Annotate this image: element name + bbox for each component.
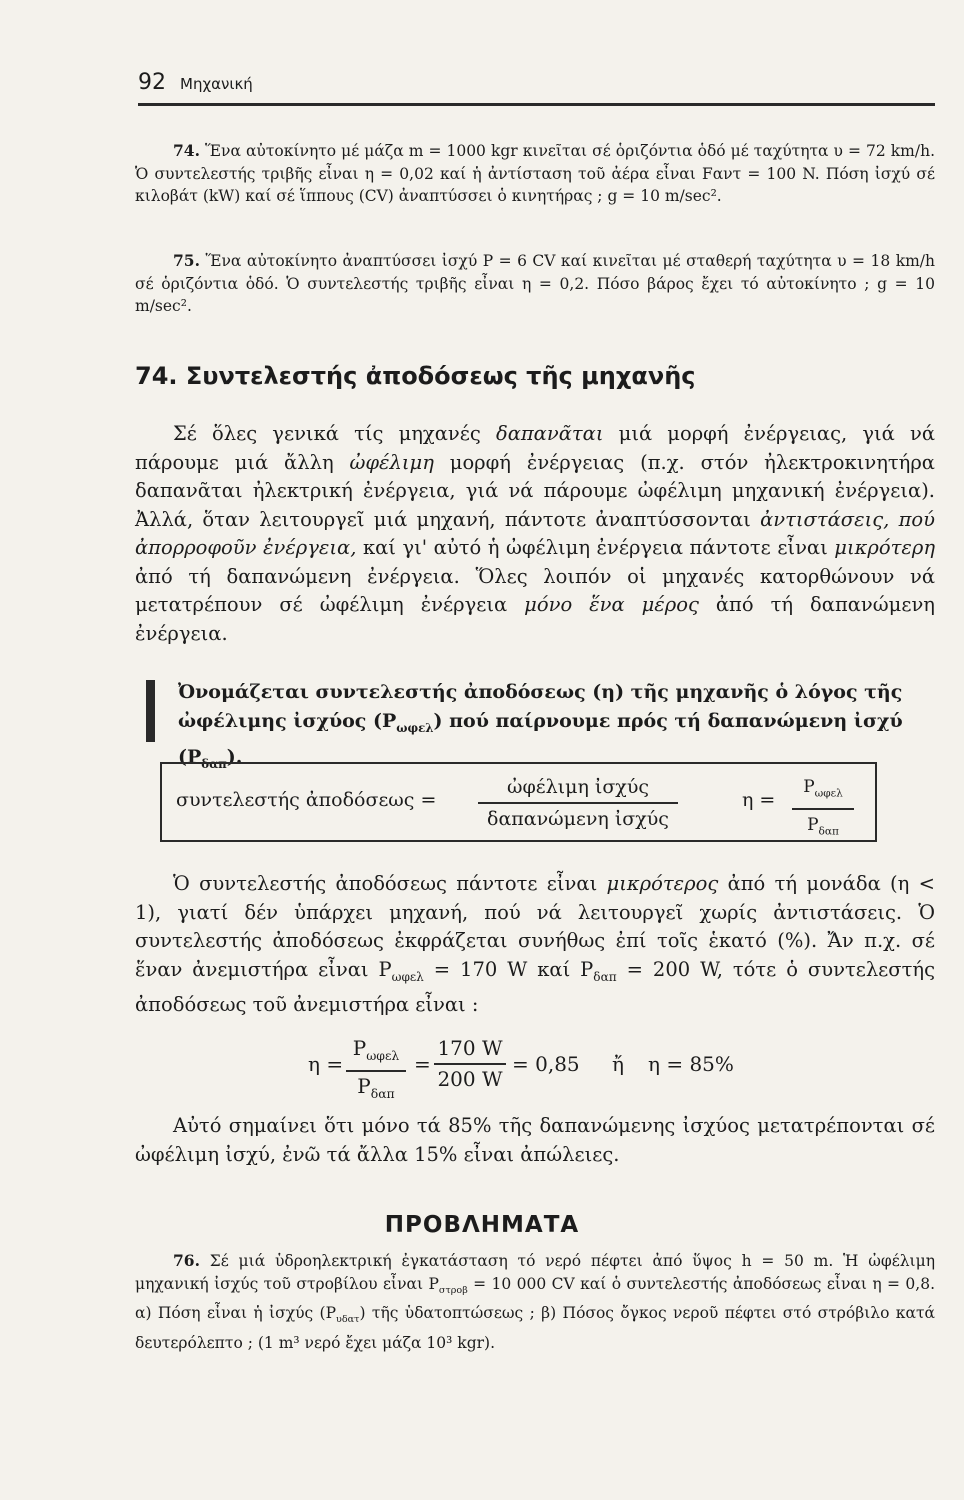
page-header xyxy=(138,70,253,95)
example-symbol-fraction: $P_{\omega\varphi\varepsilon\lambda}$ $P_{\delta\alpha\pi}$ xyxy=(346,1035,406,1107)
page-number: 92 xyxy=(138,70,166,95)
formula-numerator: ὠφέλιμη ἰσχύς xyxy=(506,776,650,798)
exercise-74-number: 74. xyxy=(173,141,200,160)
example-value-fraction: 170 W 200 W xyxy=(434,1035,506,1093)
definition: Ὀνομάζεται συντελεστής ἀποδόσεως (η) τῆς μηχανῆς ὁ λόγος τῆς ὠφέλιμης ἰσχύος $(P_{\omega\varphi\varepsilon\lambda})$ πού παίρνουμε πρός τή δαπανώμενη ἰσχύ $(P_{\delta\alpha\pi})$. xyxy=(178,681,903,771)
fraction-bar xyxy=(792,808,854,810)
example-equation xyxy=(308,1035,778,1101)
exercise-75-text: Ἕνα αὐτοκίνητο ἀναπτύσσει ἰσχύ P = 6 CV καί κινεῖται μέ σταθερή ταχύτητα υ = 18 km/h σέ ὁριζόντια ὁδό. Ὁ συντελεστής τριβῆς εἶναι η = 0,2. Πόσο βάρος ἔχει τό αὐτοκίνητο ; g = 10 m/sec². xyxy=(135,252,936,315)
problem-76: 76. Σέ μιά ὑδροηλεκτρική ἐγκατάσταση τό νερό πέφτει ἀπό ὕψος h = 50 m. Ἡ ὠφέλιμη μηχανική ἰσχύς τοῦ στροβίλου εἶναι $P_{\sigma\tau\rho o\beta} = 10$ 000 CV καί ὁ συντελεστής ἀποδόσεως εἶναι η = 0,8. α) Πόση εἶναι ἡ ἰσχύς $(P_{\upsilon\delta\alpha\tau})$ τῆς ὑδατοπτώσεως ; β) Πόσος ὄγκος νεροῦ πέφτει στό στρόβιλο κατά δευτερόλεπτο ; (1 m³ νερό ἔχει μάζα 10³ kgr). xyxy=(135,1251,936,1352)
example-result: = 0,85 xyxy=(512,1052,580,1076)
formula-lhs: συντελεστής ἀποδόσεως = xyxy=(176,789,437,811)
example-percent: η = 85% xyxy=(648,1052,734,1076)
fraction-bar xyxy=(478,802,678,804)
problems-title: ΠΡΟΒΛΗΜΑΤΑ xyxy=(384,1212,580,1238)
formula-fraction-words xyxy=(478,774,678,832)
exercise-75 xyxy=(135,250,935,318)
formula-denominator: δαπανώμενη ἰσχύς xyxy=(487,808,669,830)
exercise-74-text: Ἕνα αὐτοκίνητο μέ μάζα m = 1000 kgr κινεῖται σέ ὁριζόντια ὁδό μέ ταχύτητα υ = 72 km/h. Ὁ συντελεστής τριβῆς εἶναι η = 0,02 καί ἡ ἀντίσταση τοῦ ἀέρα εἶναι Fαντ = 100 N. Πόση ἰσχύ σέ κιλοβάτ (kW) καί σέ ἵππους (CV) ἀναπτύσσει ὁ κινητήρας ; g = 10 m/sec². xyxy=(135,142,935,205)
section-paragraph-2: Ὁ συντελεστής ἀποδόσεως πάντοτε εἶναι μικρότερος ἀπό τή μονάδα (η < 1), γιατί δέν ὑπάρχει μηχανή, πού νά λειτουργεῖ χωρίς ἀντιστάσεις. Ὁ συντελεστής ἀποδόσεως ἐκφράζεται συνήθως ἐπί τοῖς ἑκατό (%). Ἄν π.χ. σέ ἕναν ἀνεμιστήρα εἶναι $P_{\omega\varphi\varepsilon\lambda} = 170$ W καί $P_{\delta\alpha\pi} = 200$ W, τότε ὁ συντελεστής ἀποδόσεως τοῦ ἀνεμιστήρα εἶναι : xyxy=(135,872,935,1016)
example-equals: = xyxy=(414,1052,431,1076)
example-or: ἤ xyxy=(612,1052,624,1076)
section-paragraph-1: Σέ ὅλες γενικά τίς μηχανές δαπανᾶται μιά μορφή ἐνέργειας, γιά νά πάρουμε μιά ἄλλη ὠφέλιμη μορφή ἐνέργειας (π.χ. στόν ἠλεκτροκινητήρα δαπανᾶται ἠλεκτρική ἐνέργεια, γιά νά πάρουμε ὠφέλιμη μηχανική ἐνέργεια). Ἀλλά, ὅταν λειτουργεῖ μιά μηχανή, πάντοτε ἀναπτύσσονται ἀντιστάσεις, πού ἀπορροφοῦν ἐνέργεια, καί γι' αὐτό ἡ ὠφέλιμη ἐνέργεια πάντοτε εἶναι μικρότερη ἀπό τή δαπανώμενη ἐνέργεια. Ὅλες λοιπόν οἱ μηχανές κατορθώνουν νά μετατρέπουν σέ ὠφέλιμη ἐνέργεια μόνο ἕνα μέρος ἀπό τή δαπανώμενη ἐνέργεια. xyxy=(135,422,936,645)
example-eta: η = xyxy=(308,1052,344,1076)
running-head: Μηχανική xyxy=(180,75,253,93)
exercise-75-number: 75. xyxy=(173,251,200,270)
definition-marker-bar xyxy=(146,680,155,742)
fraction-bar xyxy=(434,1063,506,1065)
formula-fraction-symbols: $P_{\omega\varphi\varepsilon\lambda}$ $P_{\delta\alpha\pi}$ xyxy=(792,774,854,845)
formula-eta: η = xyxy=(742,789,776,811)
formula-box xyxy=(160,762,877,842)
problem-76-number: 76. xyxy=(173,1251,200,1270)
exercise-74 xyxy=(135,140,935,208)
section-title: 74. Συντελεστής ἀποδόσεως τῆς μηχανῆς xyxy=(135,362,696,390)
section-paragraph-3: Αὐτό σημαίνει ὅτι μόνο τά 85% τῆς δαπανώμενης ἰσχύος μετατρέπονται σέ ὠφέλιμη ἰσχύ, ἐνῶ τά ἄλλα 15% εἶναι ἀπώλειες. xyxy=(135,1114,935,1166)
fraction-bar xyxy=(346,1070,406,1072)
header-rule xyxy=(138,103,935,106)
